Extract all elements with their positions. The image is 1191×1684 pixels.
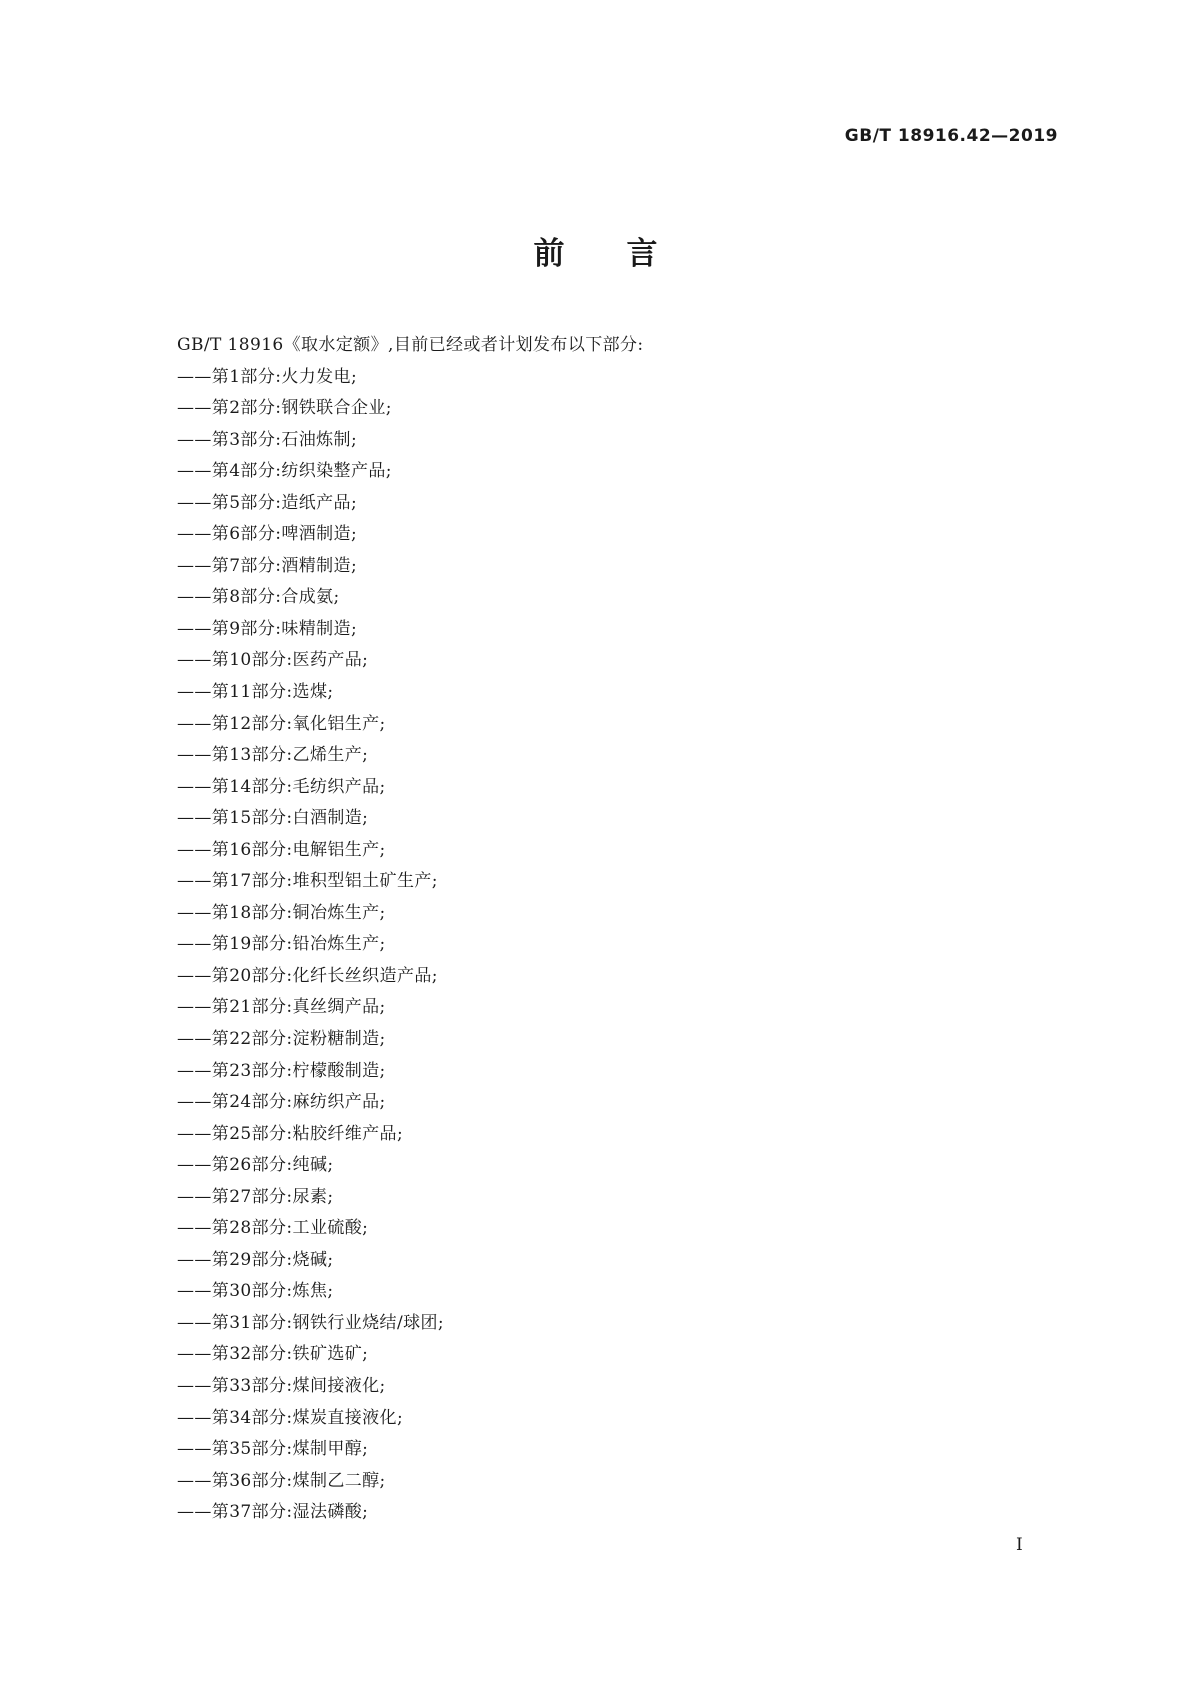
list-item: ——第21部分:真丝绸产品; <box>177 997 386 1018</box>
page-number: I <box>1016 1535 1023 1555</box>
list-item: ——第2部分:钢铁联合企业; <box>177 398 392 419</box>
list-item: ——第30部分:炼焦; <box>177 1281 334 1302</box>
list-item: ——第20部分:化纤长丝织造产品; <box>177 965 438 986</box>
list-item: ——第16部分:电解铝生产; <box>177 839 386 860</box>
page-title: 前言 <box>533 236 720 272</box>
list-item: ——第10部分:医药产品; <box>177 650 369 671</box>
list-item: ——第26部分:纯碱; <box>177 1155 334 1176</box>
list-item: ——第15部分:白酒制造; <box>177 808 369 829</box>
list-item: ——第22部分:淀粉糖制造; <box>177 1028 386 1049</box>
list-item: ——第3部分:石油炼制; <box>177 429 358 450</box>
list-item: ——第37部分:湿法磷酸; <box>177 1502 369 1523</box>
list-item: ——第35部分:煤制甲醇; <box>177 1439 369 1460</box>
list-item: ——第14部分:毛纺织产品; <box>177 776 386 797</box>
list-item: ——第33部分:煤间接液化; <box>177 1376 386 1396</box>
list-item: ——第34部分:煤炭直接液化; <box>177 1407 404 1428</box>
list-item: ——第32部分:铁矿选矿; <box>177 1344 369 1365</box>
list-item: ——第13部分:乙烯生产; <box>177 745 369 766</box>
list-item: ——第18部分:铜冶炼生产; <box>177 902 386 923</box>
list-item: ——第36部分:煤制乙二醇; <box>177 1470 386 1491</box>
list-item: ——第17部分:堆积型铝土矿生产; <box>177 871 438 892</box>
parts-list <box>177 362 1061 1529</box>
list-item: ——第24部分:麻纺织产品; <box>177 1092 386 1113</box>
list-item: ——第11部分:选煤; <box>177 681 334 702</box>
list-item: ——第9部分:味精制造; <box>177 618 358 639</box>
list-item: ——第1部分:火力发电; <box>177 366 358 387</box>
list-item: ——第7部分:酒精制造; <box>177 555 358 576</box>
list-item: ——第8部分:合成氨; <box>177 587 340 608</box>
list-item: ——第27部分:尿素; <box>177 1186 334 1207</box>
intro-paragraph: GB/T 18916《取水定额》,目前已经或者计划发布以下部分: <box>177 335 644 355</box>
list-item: ——第29部分:烧碱; <box>177 1249 334 1270</box>
standard-code: GB/T 18916.42—2019 <box>844 126 1058 146</box>
list-item: ——第6部分:啤酒制造; <box>177 524 358 545</box>
list-item: ——第25部分:粘胶纤维产品; <box>177 1123 404 1144</box>
foreword-content <box>177 330 1061 1529</box>
list-item: ——第23部分:柠檬酸制造; <box>177 1060 386 1081</box>
list-item: ——第12部分:氧化铝生产; <box>177 713 386 734</box>
list-item: ——第19部分:铅冶炼生产; <box>177 934 386 955</box>
list-item: ——第31部分:钢铁行业烧结/球团; <box>177 1312 445 1333</box>
list-item: ——第4部分:纺织染整产品; <box>177 461 392 482</box>
list-item: ——第5部分:造纸产品; <box>177 492 358 513</box>
list-item: ——第28部分:工业硫酸; <box>177 1218 369 1239</box>
